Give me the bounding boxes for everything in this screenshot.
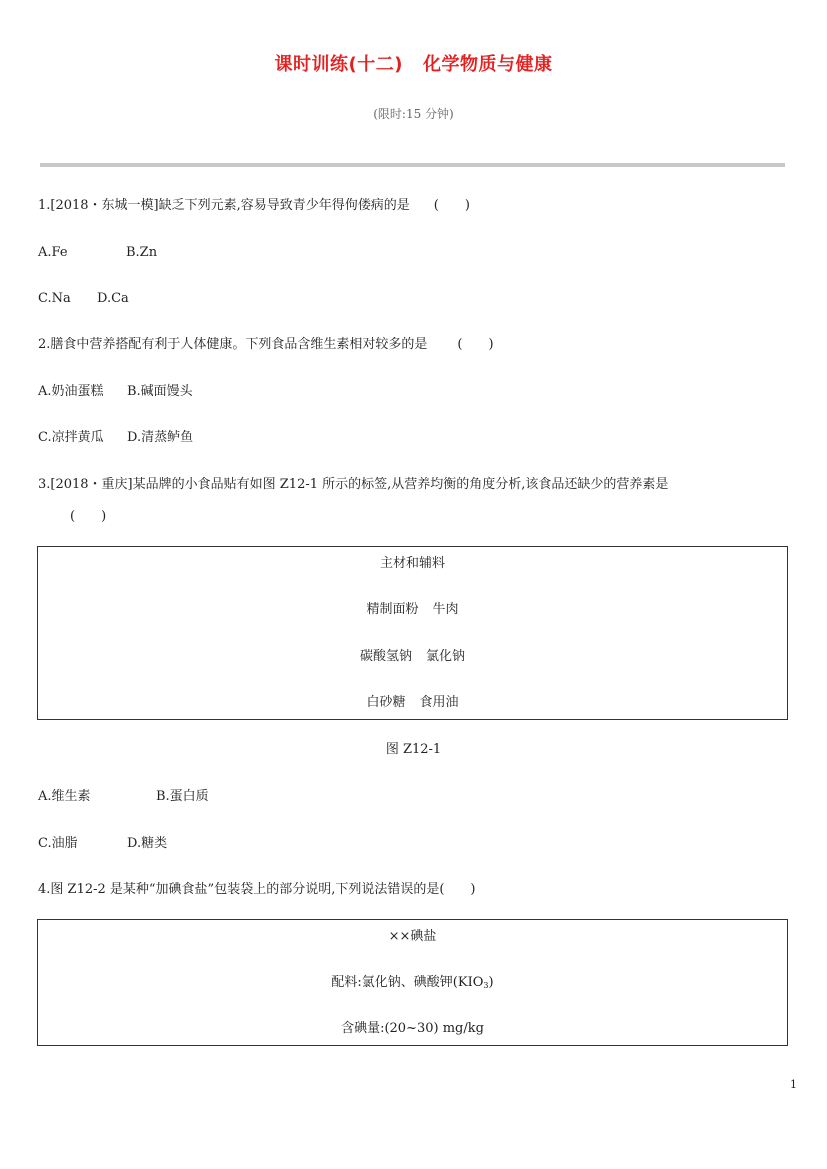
option-a: A.维生素 — [38, 789, 91, 804]
answer-paren: ( ) — [439, 882, 476, 897]
ingredient: 碳酸氢钠 — [359, 649, 412, 664]
option-d: D.清蒸鲈鱼 — [127, 430, 194, 445]
page-title — [0, 50, 827, 76]
question-2-stem — [38, 336, 494, 354]
answer-paren: ( ) — [70, 509, 107, 524]
ingredient: 白砂糖 — [366, 695, 406, 710]
ingredient-row-2 — [38, 648, 787, 666]
page-number: 1 — [790, 1078, 797, 1091]
subscript: 3 — [483, 981, 489, 990]
figure-heading: 主材和辅料 — [379, 556, 445, 571]
question-1-text: 1.[2018・东城一模]缺乏下列元素,容易导致青少年得佝偻病的是 — [38, 198, 410, 213]
ingredient: 牛肉 — [432, 602, 459, 617]
option-c: C.油脂 — [38, 836, 78, 851]
answer-paren: ( ) — [457, 337, 494, 352]
ingredient: 氯化钠 — [426, 649, 466, 664]
ingredient-row-1 — [38, 601, 787, 619]
option-b: B.碱面馒头 — [127, 384, 193, 399]
answer-paren: ( ) — [433, 198, 470, 213]
time-limit: (限时:15 分钟) — [373, 107, 454, 121]
option-b: B.蛋白质 — [156, 789, 209, 804]
option-b: B.Zn — [126, 245, 158, 260]
question-1-stem — [38, 197, 470, 215]
figure-heading: ××碘盐 — [388, 929, 437, 944]
figure-caption: 图 Z12-1 — [385, 742, 442, 757]
option-c: C.Na — [38, 291, 71, 306]
iodine-content: 含碘量:(20~30) mg/kg — [341, 1021, 484, 1036]
question-1-options-row-1 — [38, 244, 68, 262]
food-label-figure — [37, 546, 788, 720]
ingredients-text: 配料:氯化钠、碘酸钾(KIO — [331, 975, 484, 990]
ingredients-close: ) — [488, 975, 494, 990]
ingredient: 食用油 — [419, 695, 459, 710]
title-part2: 化学物质与健康 — [422, 54, 553, 75]
question-4-text: 4.图 Z12-2 是某种“加碘食盐”包装袋上的部分说明,下列说法错误的是 — [38, 882, 440, 897]
question-4-stem — [38, 881, 476, 899]
option-a: A.奶油蛋糕 — [38, 384, 104, 399]
option-d: D.Ca — [97, 291, 129, 306]
ingredient: 精制面粉 — [366, 602, 419, 617]
title-part1: 课时训练(十二) — [274, 54, 403, 75]
question-3-text: 3.[2018・重庆]某品牌的小食品贴有如图 Z12-1 所示的标签,从营养均衡的角度分析,该食品还缺少的营养素是 — [38, 477, 669, 492]
ingredients-line — [38, 974, 787, 995]
option-c: C.凉拌黄瓜 — [38, 430, 104, 445]
header-divider — [40, 163, 785, 167]
question-2-text: 2.膳食中营养搭配有利于人体健康。下列食品含维生素相对较多的是 — [38, 337, 428, 352]
option-d: D.糖类 — [127, 836, 168, 851]
ingredient-row-3 — [38, 694, 787, 712]
option-a: A.Fe — [38, 245, 68, 260]
salt-label-figure — [37, 919, 788, 1046]
